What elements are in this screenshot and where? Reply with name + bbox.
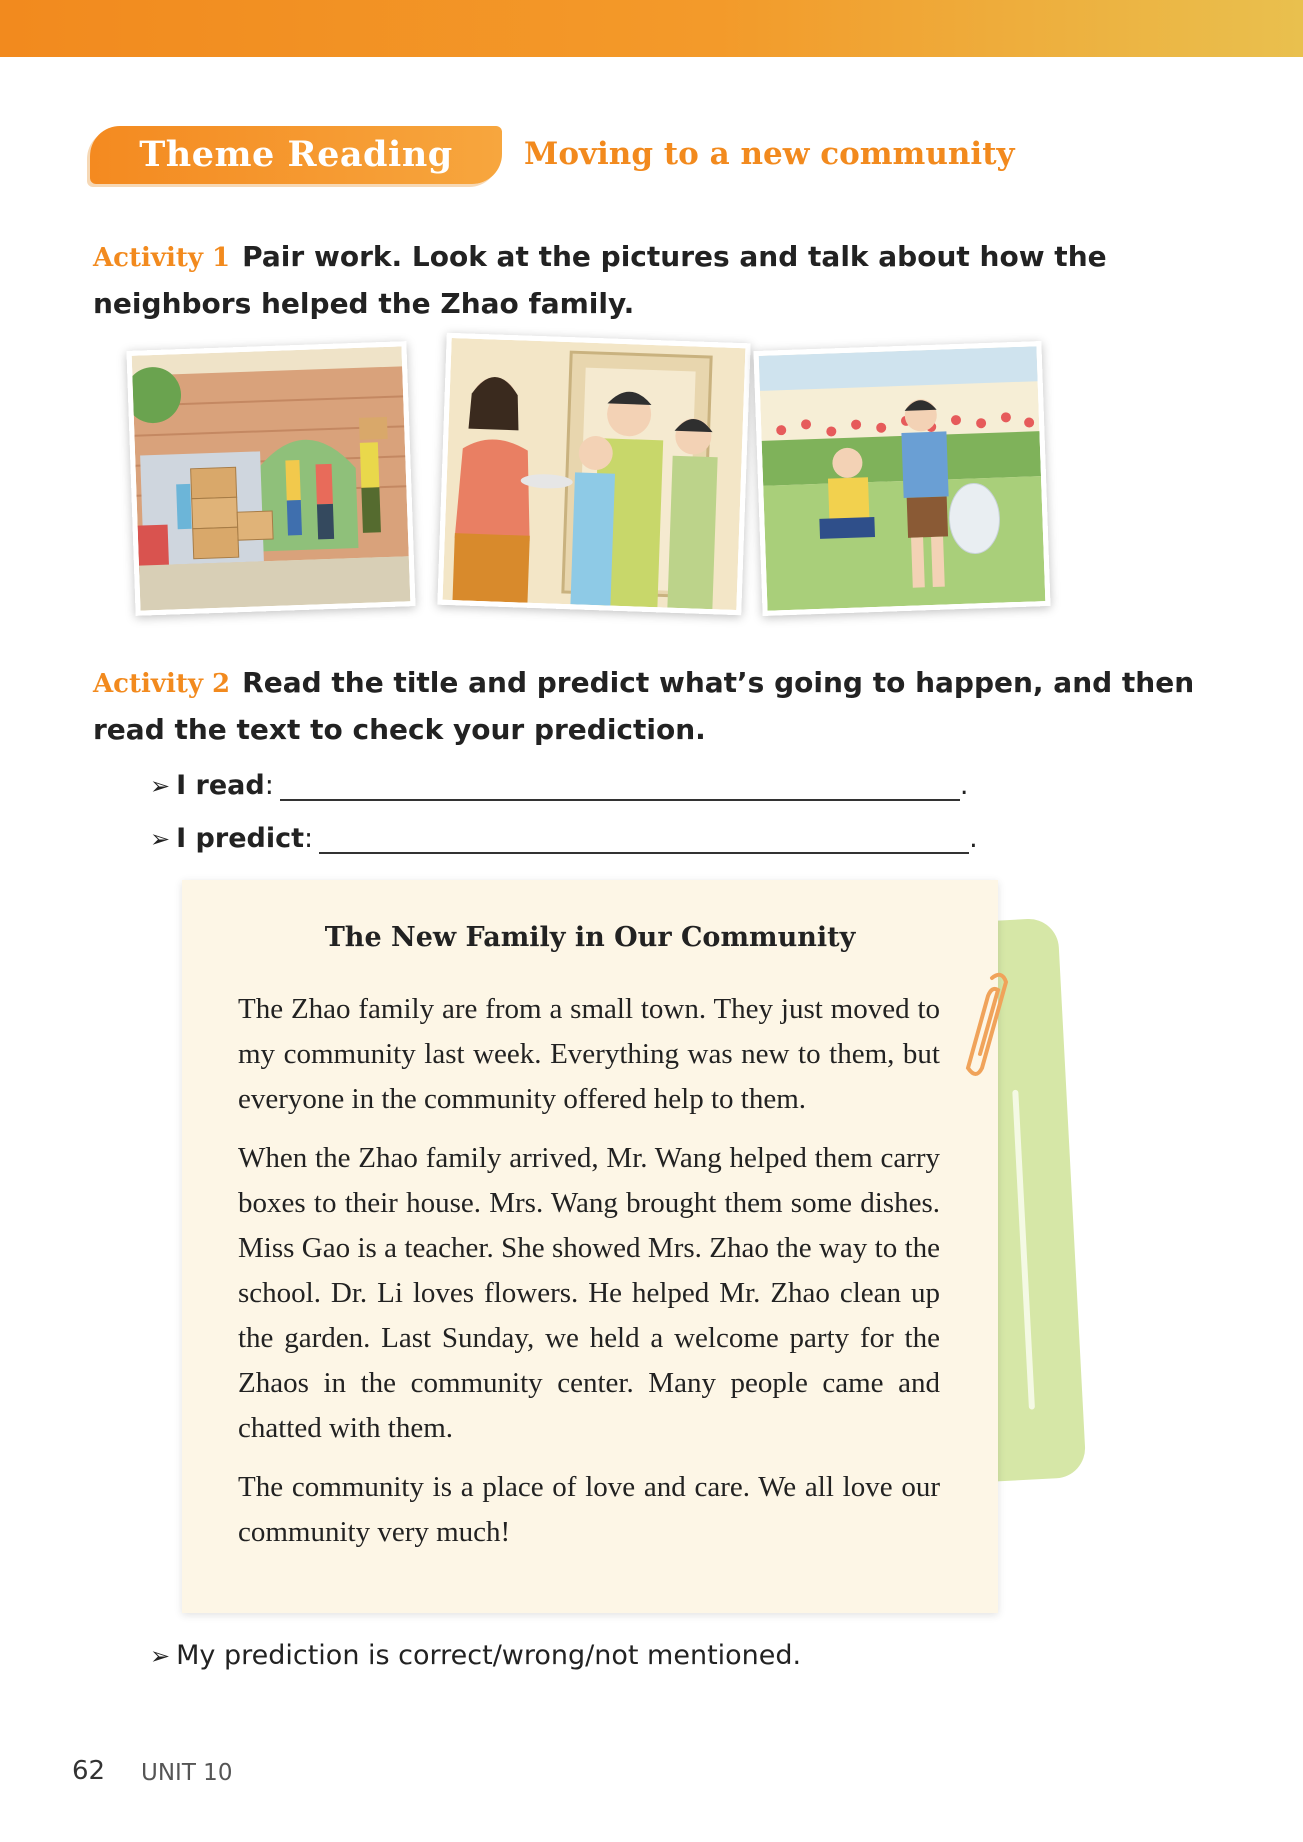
story-paragraph-1: The Zhao family are from a small town. They just moved to my community last week. Everything was new to them, but everyone in the community offered help to them. xyxy=(238,993,940,1115)
theme-subtitle: Moving to a new community xyxy=(524,136,1015,172)
theme-reading-label: Theme Reading xyxy=(139,134,453,175)
prompt-colon: : xyxy=(304,823,314,854)
i-predict-answer-line[interactable] xyxy=(319,852,969,854)
activity-2-instruction xyxy=(93,660,1203,753)
arrow-bullet-icon: ➢ xyxy=(150,772,171,800)
story-paragraph-2: When the Zhao family arrived, Mr. Wang helped them carry boxes to their house. Mrs. Wang brought them some dishes. Miss Gao is a teacher. She showed Mrs. Zhao the way to the school. Dr. Li loves flowers. He helped Mr. Zhao clean up the garden. Last Sunday, we held a welcome party for the Zhaos in the community center. Many people came and chatted with them. xyxy=(238,1142,940,1444)
activity-2-label: Activity 2 xyxy=(93,669,231,699)
activity-1-label: Activity 1 xyxy=(93,243,231,273)
story-paragraph-3: The community is a place of love and care. We all love our community very much! xyxy=(238,1471,940,1548)
prompt-i-read xyxy=(150,770,968,801)
picture-moving-boxes xyxy=(126,341,415,616)
picture-cleaning-garden xyxy=(753,341,1050,616)
prompt-colon: : xyxy=(264,770,274,801)
activity-2-text: Read the title and predict what’s going to happen, and then read the text to check your prediction. xyxy=(93,666,1195,746)
activity-1-instruction xyxy=(93,234,1203,327)
arrow-bullet-icon: ➢ xyxy=(150,1642,171,1670)
prompt-i-predict-label: I predict xyxy=(176,823,305,854)
i-read-answer-line[interactable] xyxy=(280,799,960,801)
prompt-period: . xyxy=(969,823,978,854)
unit-label: UNIT 10 xyxy=(141,1760,233,1786)
picture-bringing-dishes xyxy=(437,333,750,615)
activity-1-text: Pair work. Look at the pictures and talk about how the neighbors helped the Zhao family. xyxy=(93,240,1107,320)
top-color-bar xyxy=(0,0,1303,57)
prompt-i-predict xyxy=(150,823,978,854)
story-title: The New Family in Our Community xyxy=(324,922,856,953)
prompt-i-read-label: I read xyxy=(176,770,265,801)
prompt-period: . xyxy=(959,770,969,801)
arrow-bullet-icon: ➢ xyxy=(150,825,171,853)
theme-reading-badge xyxy=(90,126,502,184)
paperclip-icon xyxy=(962,968,1010,1078)
page-number: 62 xyxy=(72,1756,106,1786)
tab-shine xyxy=(1012,1090,1035,1410)
prompt-prediction-result xyxy=(150,1640,801,1671)
prediction-result-text: My prediction is correct/wrong/not mentioned. xyxy=(176,1640,802,1671)
